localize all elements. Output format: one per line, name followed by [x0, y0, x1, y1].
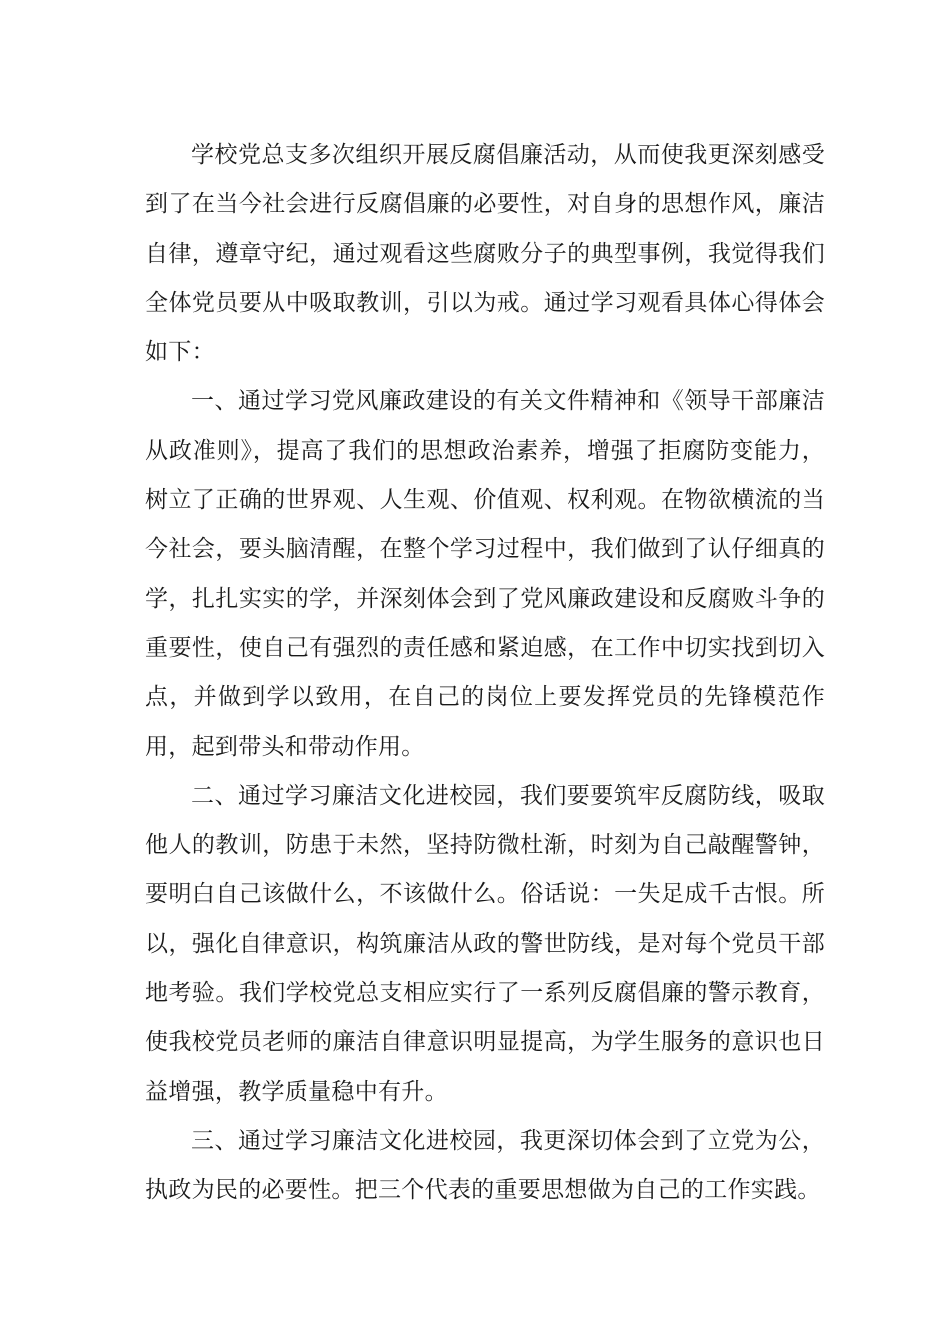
paragraph-point-three: 三、通过学习廉洁文化进校园，我更深切体会到了立党为公，执政为民的必要性。把三个代表的重要思想做为自己的工作实践。 — [145, 1127, 825, 1204]
document-body — [145, 131, 825, 1216]
paragraph-intro: 学校党总支多次组织开展反腐倡廉活动，从而使我更深刻感受到了在当今社会进行反腐倡廉的必要性，对自身的思想作风，廉洁自律，遵章守纪，通过观看这些腐败分子的典型事例，我觉得我们全体党员要从中吸取教训，引以为戒。通过学习观看具体心得体会如下： — [145, 142, 825, 366]
paragraph-point-two: 二、通过学习廉洁文化进校园，我们要要筑牢反腐防线，吸取他人的教训，防患于未然，坚持防微杜渐，时刻为自己敲醒警钟，要明白自己该做什么，不该做什么。俗话说：一失足成千古恨。所以，强化自律意识，构筑廉洁从政的警世防线，是对每个党员干部地考验。我们学校党总支相应实行了一系列反腐倡廉的警示教育，使我校党员老师的廉洁自律意识明显提高，为学生服务的意识也日益增强，教学质量稳中有升。 — [145, 782, 825, 1105]
paragraph-point-one: 一、通过学习党风廉政建设的有关文件精神和《领导干部廉洁从政准则》，提高了我们的思想政治素养，增强了拒腐防变能力，树立了正确的世界观、人生观、价值观、权利观。在物欲横流的当今社会，要头脑清醒，在整个学习过程中，我们做到了认仔细真的学，扎扎实实的学，并深刻体会到了党风廉政建设和反腐败斗争的重要性，使自己有强烈的责任感和紧迫感，在工作中切实找到切入点，并做到学以致用，在自己的岗位上要发挥党员的先锋模范作用，起到带头和带动作用。 — [145, 388, 825, 760]
